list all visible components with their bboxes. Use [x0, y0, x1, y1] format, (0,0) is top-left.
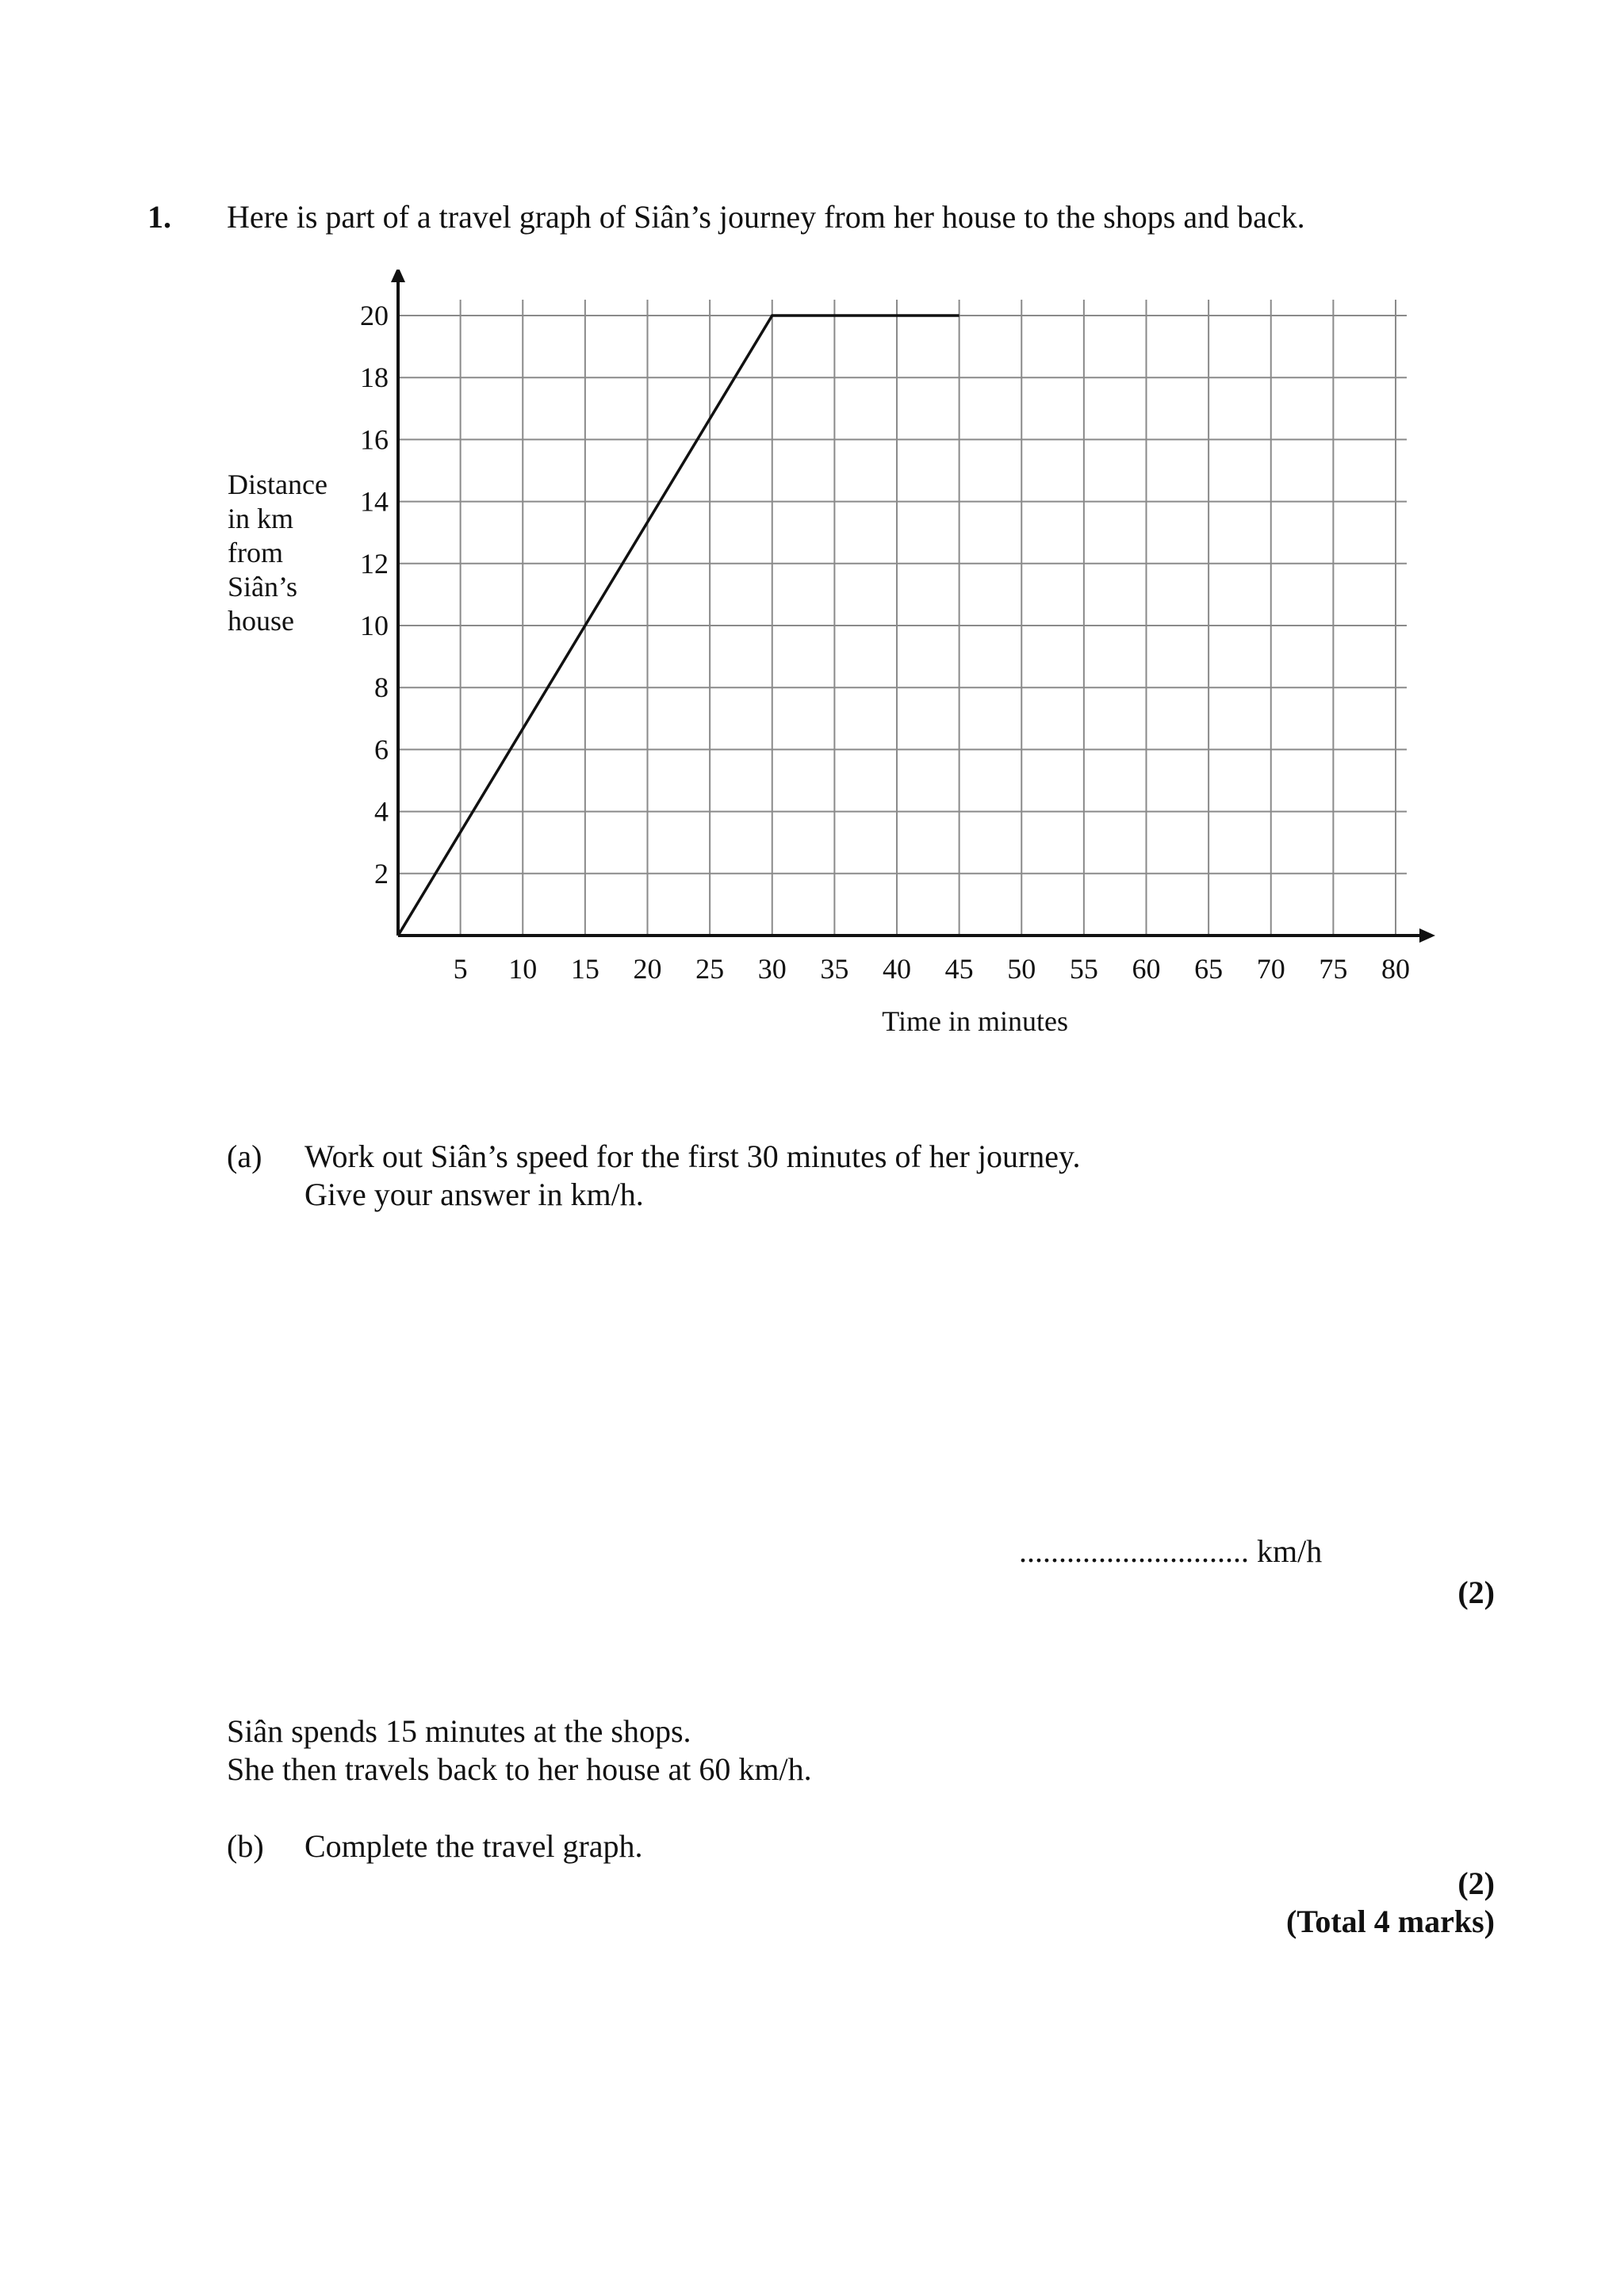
- x-tick-label: 45: [944, 953, 974, 985]
- y-tick-label: 8: [374, 672, 389, 704]
- y-tick-label: 16: [360, 423, 389, 456]
- x-tick-label: 5: [453, 953, 468, 985]
- x-axis-label: Time in minutes: [882, 1005, 1068, 1037]
- x-tick-label: 35: [820, 953, 849, 985]
- part-b-question: Complete the travel graph.: [304, 1828, 643, 1864]
- y-tick-label: 10: [360, 610, 389, 641]
- x-tick-label: 15: [570, 953, 599, 985]
- y-tick-label: 4: [374, 795, 389, 828]
- info-line-1: Siân spends 15 minutes at the shops.: [227, 1713, 691, 1749]
- grid: [398, 300, 1407, 936]
- part-a-question-line-1: Work out Siân’s speed for the first 30 minutes of her journey.: [304, 1138, 1081, 1174]
- question-intro: Here is part of a travel graph of Siân’s journey from her house to the shops and back.: [227, 199, 1305, 235]
- x-tick-label: 30: [757, 953, 787, 985]
- x-tick-label: 20: [633, 953, 662, 985]
- x-tick-label: 75: [1319, 953, 1348, 985]
- y-tick-label: 2: [374, 857, 389, 890]
- y-tick-label: 14: [360, 485, 389, 518]
- y-tick-label: 12: [360, 547, 389, 580]
- x-tick-label: 55: [1069, 953, 1098, 985]
- y-tick-label: 18: [360, 362, 389, 394]
- x-tick-label: 50: [1007, 953, 1036, 985]
- y-axis-label-line: house: [228, 605, 294, 637]
- part-b-label: (b): [227, 1828, 264, 1864]
- x-axis-arrow: [1419, 928, 1435, 943]
- x-tick-label: 10: [508, 953, 538, 985]
- part-b-marks: (2): [1457, 1866, 1495, 1901]
- y-axis-label-line: Distance: [228, 469, 327, 500]
- y-axis-label-line: from: [228, 537, 283, 568]
- question-number: 1.: [147, 199, 171, 235]
- y-tick-label: 20: [360, 300, 389, 331]
- info-line-2: She then travels back to her house at 60 km/h.: [227, 1751, 812, 1787]
- y-tick-label: 6: [374, 733, 389, 766]
- x-tick-label: 60: [1132, 953, 1161, 985]
- part-a-marks: (2): [1457, 1575, 1495, 1610]
- tick-labels: [360, 300, 1410, 985]
- y-axis-arrow: [391, 270, 405, 282]
- part-a-question-line-2: Give your answer in km/h.: [304, 1177, 644, 1212]
- x-tick-label: 40: [883, 953, 911, 985]
- x-tick-label: 65: [1194, 953, 1224, 985]
- x-tick-label: 25: [695, 953, 725, 985]
- total-marks: (Total 4 marks): [1286, 1904, 1495, 1939]
- y-axis-label-line: Siân’s: [228, 571, 298, 603]
- x-tick-label: 70: [1256, 953, 1285, 985]
- part-a-label: (a): [227, 1138, 262, 1174]
- part-a-answer-line: ............................. km/h: [1019, 1533, 1323, 1569]
- x-tick-label: 80: [1381, 953, 1410, 985]
- axes: [391, 270, 1435, 943]
- travel-graph: [214, 270, 1451, 1062]
- y-axis-label-line: in km: [228, 503, 294, 534]
